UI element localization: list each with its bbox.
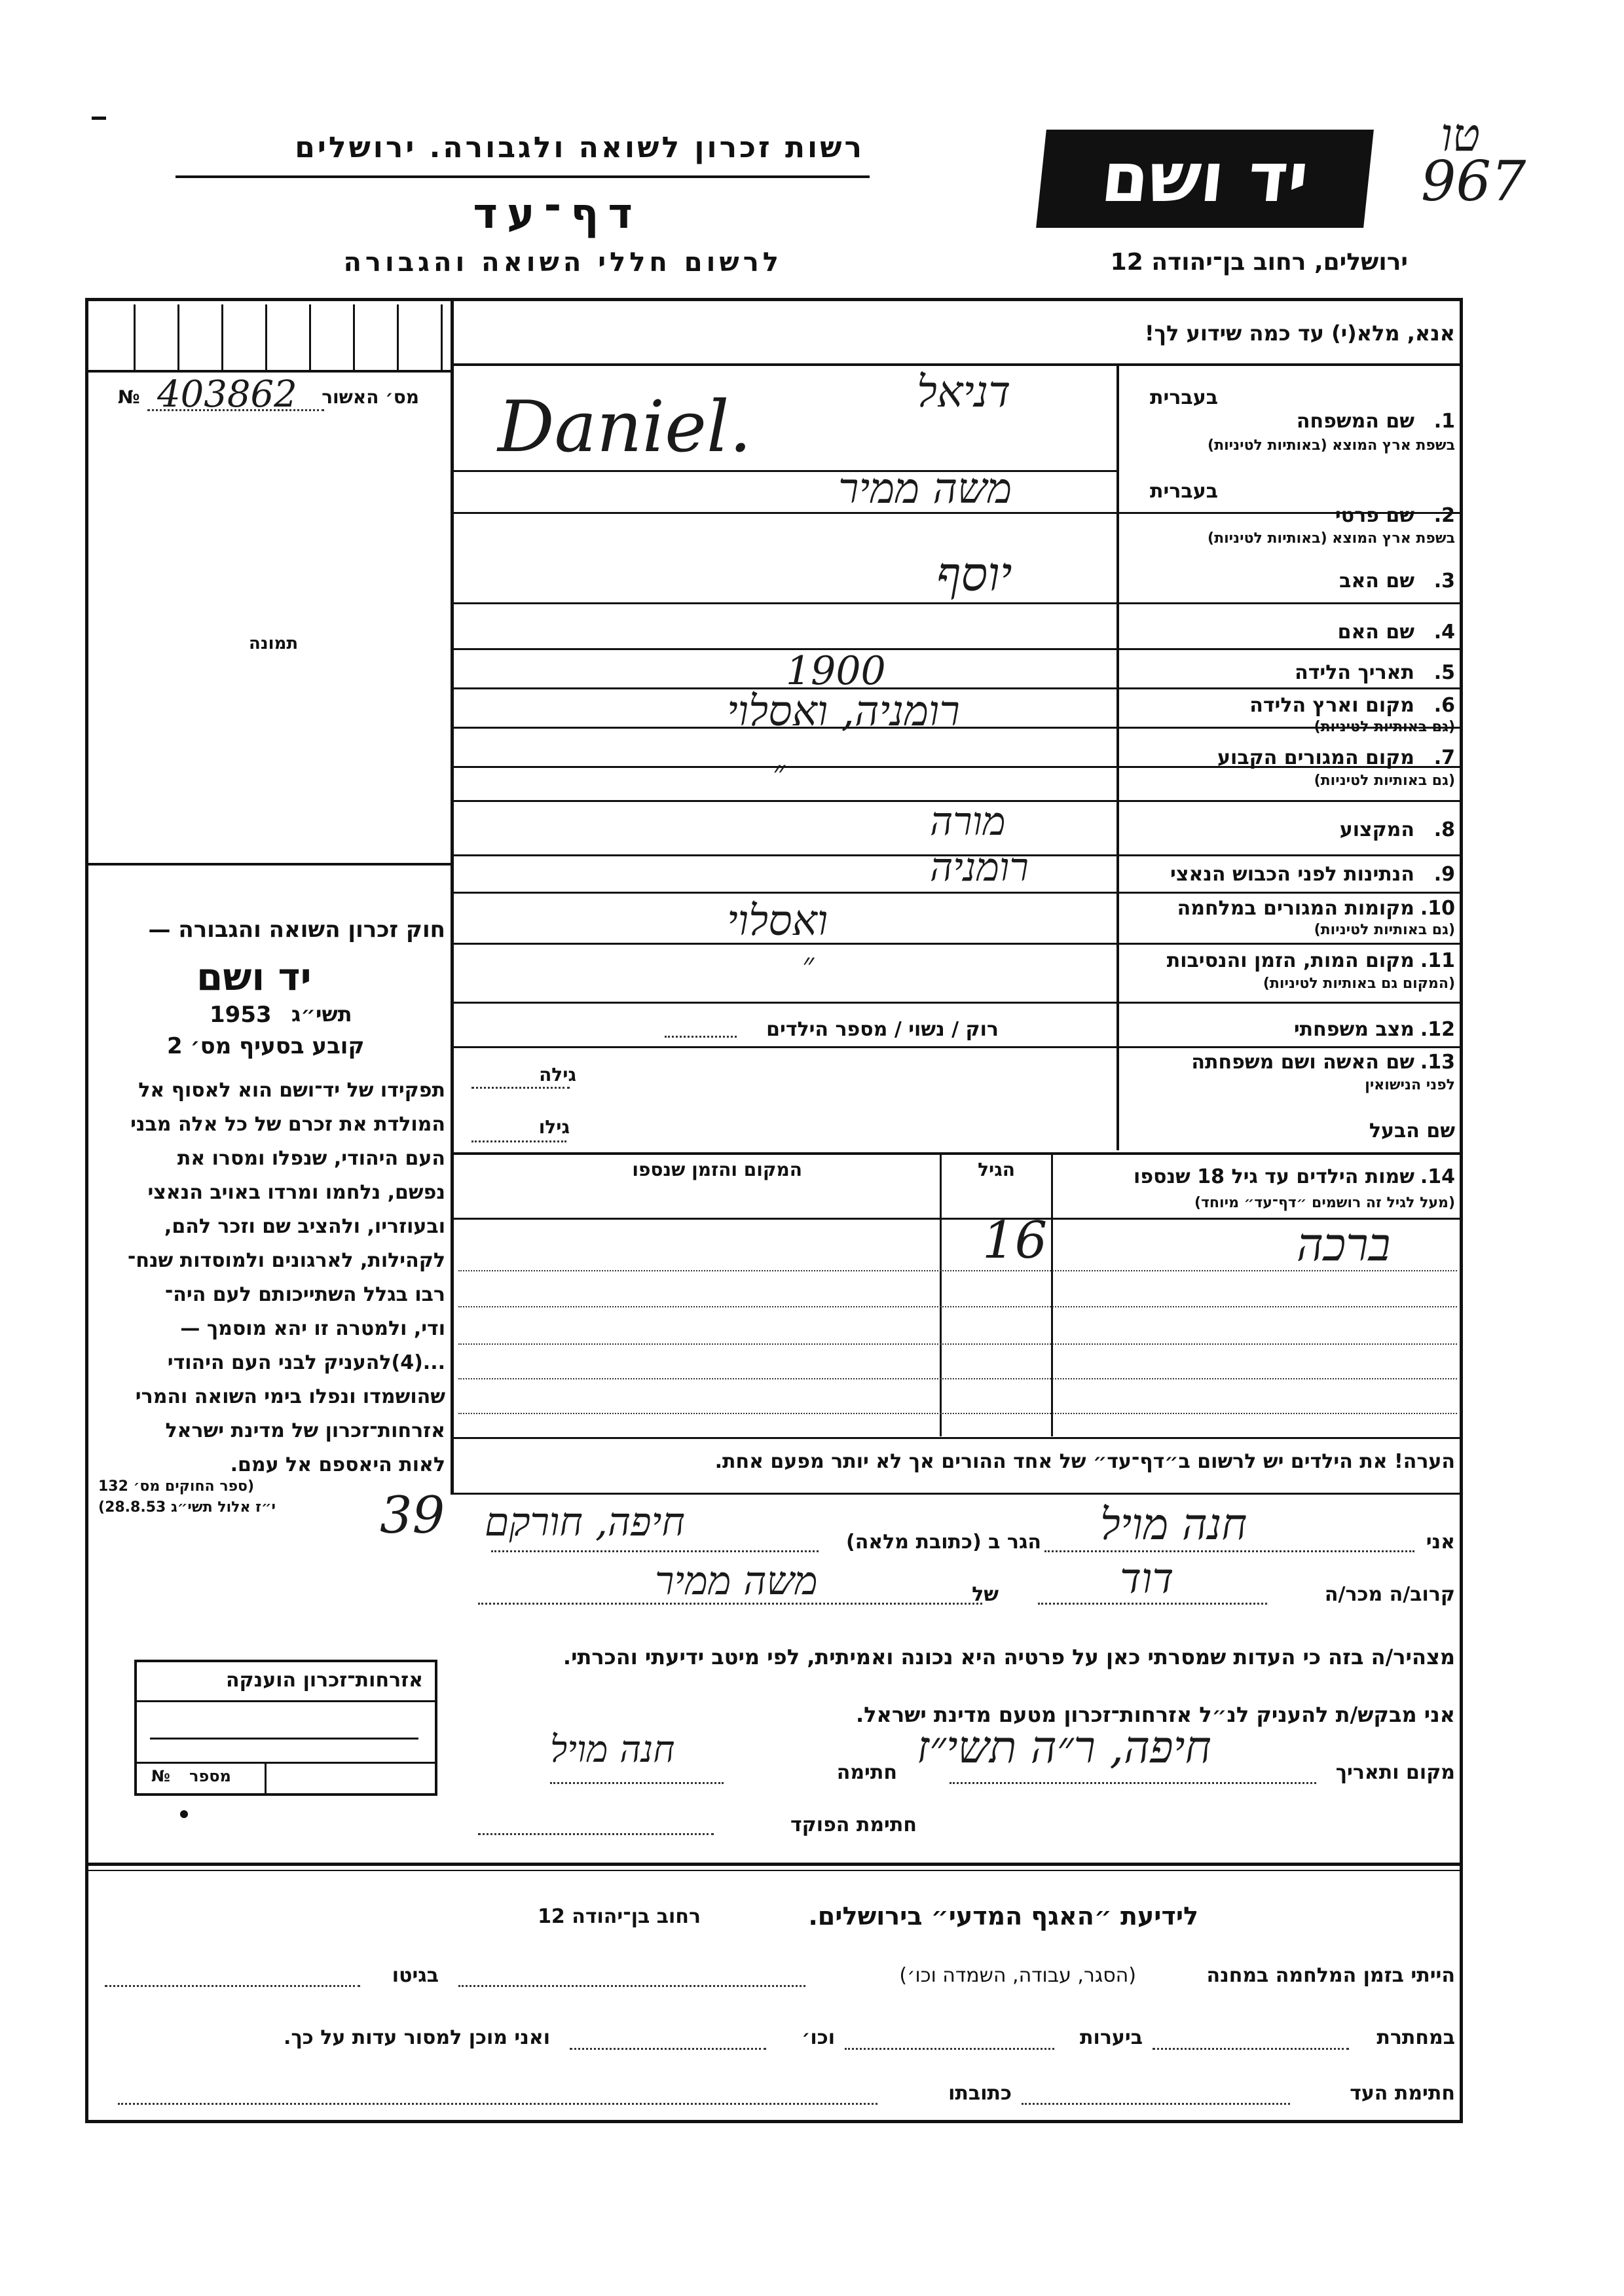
field-1-sub: בשפת ארץ המוצא (באותיות לטיניות) [1208, 437, 1455, 454]
address-line: ירושלים, רחוב בן־יהודה 12 [1110, 249, 1408, 276]
corner-note-number: 967 [1421, 149, 1526, 213]
field-husband-value: גילו [538, 1116, 570, 1138]
registration-number: 403862 [157, 373, 297, 416]
field-3-value: יוסף [936, 547, 1012, 602]
field-10-value: ואסלוי [727, 897, 828, 945]
declarant-address: חיפה, חורקם [485, 1499, 685, 1545]
field-3-num: 3. [1433, 570, 1455, 592]
field-13-sub: לפני הנישואין [1365, 1077, 1455, 1093]
of-name: משה ממיר [655, 1558, 818, 1604]
children-col-place: המקום והזמן שנספו [632, 1159, 802, 1180]
law-text-line: ובעוזריו, ולהציב שם וזכר להם, [164, 1215, 445, 1238]
speck [92, 117, 106, 120]
law-text-line: אזרחות־זכרון של מדינת ישראל [165, 1419, 445, 1442]
declarant-signature: חנה מויל [550, 1728, 675, 1771]
field-1-value-hebrew: דניאל [917, 367, 1011, 417]
field-husband-label: שם הבעל [1369, 1120, 1455, 1142]
place-date-value: חיפה, ר״ה תשי״ז [917, 1722, 1211, 1774]
field-10-sub: (גם באותיות לטיניות) [1314, 922, 1455, 938]
field-9-num: 9. [1433, 863, 1455, 886]
footer-address: רחוב בן־יהודה 12 [538, 1905, 701, 1928]
law-name: יד ושם [196, 955, 312, 999]
declaration-ani: אני [1426, 1531, 1455, 1554]
org-line-rule [175, 175, 870, 178]
form-title: דף־עד [473, 190, 642, 238]
field-10-label: מקומות המגורים במלחמה [1177, 897, 1414, 920]
registration-label: מס׳ האשור [322, 386, 419, 408]
children-num: 14. [1420, 1165, 1455, 1188]
field-12-value: רוק / נשוי / מספר הילדים [766, 1018, 999, 1041]
margin-number: 39 [380, 1486, 445, 1545]
org-line: רשות זכרון לשואה ולגבורה. ירושלים [295, 131, 864, 164]
children-label: שמות הילדים עד גיל 18 שנספו [1134, 1165, 1414, 1188]
field-12-num: 12. [1420, 1018, 1455, 1041]
field-11-num: 11. [1420, 949, 1455, 972]
law-text-line: תפקידו של יד־ושם הוא לאסוף אל [138, 1079, 445, 1102]
field-1-num: 1. [1433, 410, 1455, 433]
law-text-line: העם היהודי, שנפלו ומסרו את [177, 1147, 445, 1170]
field-11-label: מקום המות, הזמן והנסיבות [1166, 949, 1414, 972]
law-title: חוק זכרון השואה והגבורה — [148, 917, 445, 943]
field-8-value: מורה [930, 799, 1006, 845]
footer-line3-a: חתימת העד [1350, 2082, 1455, 2105]
footer-title: לידיעת ״האגף המדעי״ בירושלים. [808, 1902, 1198, 1931]
law-text-line: לאות היאספם אל עמם. [230, 1453, 445, 1476]
field-9-value: רומניה [930, 845, 1029, 890]
footer-line2-d: ואני מוכן למסור עדות על כך. [284, 2026, 550, 2049]
law-text-line: ...(4)להעניק לבני העם היהודי [167, 1351, 445, 1374]
declaration-statement: מצהיר/ה בזה כי העדות שמסרתי כאן על פרטיה היא נכונה ואמיתית, לפי מיטב ידיעתי והכרתי. [563, 1645, 1455, 1669]
law-year-heb: תשי״ג [291, 1002, 352, 1027]
field-8-num: 8. [1433, 818, 1455, 841]
field-1-label: שם המשפחה [1296, 410, 1414, 433]
field-2-num: 2. [1433, 504, 1455, 527]
citizenship-number-label: מספר [189, 1767, 231, 1785]
field-11-value: ״ [802, 946, 815, 983]
children-sub: (מעל לגיל זה רושמים ״דף־עד״ מיוחד) [1194, 1195, 1455, 1211]
field-12-label: מצב משפחתי [1293, 1018, 1414, 1041]
field-6-label: מקום וארץ הלידה [1249, 694, 1414, 717]
citizenship-number-prefix: № [151, 1767, 170, 1785]
child-name: ברכה [1297, 1218, 1391, 1271]
law-text-line: נפשם, נלחמו ומרדו באויב הנאצי [147, 1181, 445, 1204]
left-col-divider [451, 298, 454, 1495]
logo-text: יד ושם [1098, 137, 1313, 217]
footer-line1-c: בגיטו [392, 1964, 439, 1987]
law-text [92, 1074, 445, 1482]
field-3-label: שם האב [1339, 570, 1414, 592]
field-7-value: ״ [773, 753, 785, 791]
field-10-num: 10. [1420, 897, 1455, 920]
intro-text: אנא, מלא(י) עד כמה שידוע לך! [1144, 321, 1455, 346]
officer-signature-label: חתימת הפוקד [790, 1813, 917, 1836]
field-5-label: תאריך הלידה [1295, 661, 1414, 684]
field-2-label: שם פרטי [1335, 504, 1414, 527]
footer-divider [85, 1863, 1463, 1866]
field-2-tag: בעברית [1150, 480, 1218, 503]
signature-label: חתימה [836, 1761, 897, 1784]
declarant-name: חנה מויל [1100, 1499, 1247, 1550]
law-ref-2: י״ז אלול תשי״ג 28.8.53) [98, 1499, 276, 1516]
field-4-label: שם האם [1337, 621, 1414, 644]
declaration-request: אני מבקש/ת להעניק לנ״ל אזרחות־זכרון מטעם מדינת ישראל. [856, 1702, 1455, 1727]
field-7-sub: (גם באותיות לטיניות) [1314, 773, 1455, 789]
field-13-value: גילה [539, 1064, 576, 1085]
field-4-num: 4. [1433, 621, 1455, 644]
law-text-line: המולדת את זכרם של כל אלה מבני [130, 1113, 445, 1136]
field-11-sub: (המקום גם באותיות לטיניות) [1263, 975, 1455, 992]
law-year-greg: 1953 [210, 1002, 272, 1028]
footer-line2-b: ביערות [1080, 2026, 1143, 2049]
child-age: 16 [982, 1211, 1048, 1270]
law-clause: קובע בסעיף מס׳ 2 [167, 1033, 365, 1059]
field-5-value: 1900 [786, 648, 886, 694]
field-9-label: הנתינות לפני הכבוש הנאצי [1170, 863, 1414, 886]
corner-note-top: טו [1441, 108, 1481, 162]
field-1-tag: בעברית [1150, 386, 1218, 409]
footer-line2-a: במחתרת [1376, 2026, 1455, 2049]
children-col-age: הגיל [978, 1159, 1015, 1180]
relation-label: קרוב/ה מכר/ה [1324, 1583, 1455, 1606]
children-note: הערה! את הילדים יש לרשום ב״דף־עד״ של אחד ההורים אך לא יותר מפעם אחת. [714, 1450, 1455, 1473]
yad-vashem-logo [1036, 130, 1374, 228]
speck [180, 1810, 188, 1818]
field-6-num: 6. [1433, 694, 1455, 717]
field-1-value-latin: Daniel. [498, 386, 752, 468]
form-subtitle: לרשום חללי השואה והגבורה [343, 247, 783, 278]
field-7-num: 7. [1433, 746, 1455, 769]
field-6-value: רומניה, ואסלוי [727, 687, 960, 736]
footer-line3-b: כתובתו [948, 2082, 1012, 2105]
label-col-divider [1116, 365, 1119, 1150]
law-ref-1: (ספר החוקים מס׳ 132 [98, 1478, 255, 1495]
footer-line1-a: הייתי בזמן המלחמה במחנה [1206, 1964, 1455, 1987]
field-2-value: משה ממיר [838, 465, 1012, 513]
field-8-label: המקצוע [1339, 818, 1414, 841]
citizenship-title: אזרחות־זכרון הוענקה [225, 1669, 423, 1692]
footer-line2-c: וכו׳ [802, 2026, 835, 2049]
registration-prefix: № [118, 386, 140, 408]
resides-label: הגר ב (כתובת מלאה) [845, 1531, 1041, 1554]
citizenship-box [134, 1660, 437, 1796]
law-text-line: שהושמדו ונפלו בימי השואה והמרי [135, 1385, 445, 1408]
field-5-num: 5. [1433, 661, 1455, 684]
field-7-label: מקום המגורים הקבוע [1217, 746, 1414, 769]
law-text-line: ודי, ולמטרה זו יהא מוסמך — [180, 1317, 445, 1340]
of-label: של [972, 1583, 999, 1606]
photo-label: תמונה [249, 634, 299, 653]
law-text-line: לקהילות, לארגונים ולמוסדות שנח־ [127, 1249, 445, 1272]
tick-boxes [92, 304, 449, 370]
field-13-num: 13. [1420, 1051, 1455, 1074]
field-13-label: שם האשה ושם משפחתה [1191, 1051, 1414, 1074]
footer-line1-b: (הסגר, עבודה, השמדה וכו׳) [899, 1964, 1136, 1987]
place-date-label: מקום ותאריך [1335, 1761, 1455, 1784]
law-text-line: רבו בגלל השתייכותם לעם היה־ [164, 1283, 445, 1306]
field-6-sub: (גם באותיות לטיניות) [1314, 719, 1455, 735]
field-2-sub: בשפת ארץ המוצא (באותיות לטיניות) [1208, 530, 1455, 547]
relation-value: דוד [1120, 1555, 1174, 1603]
